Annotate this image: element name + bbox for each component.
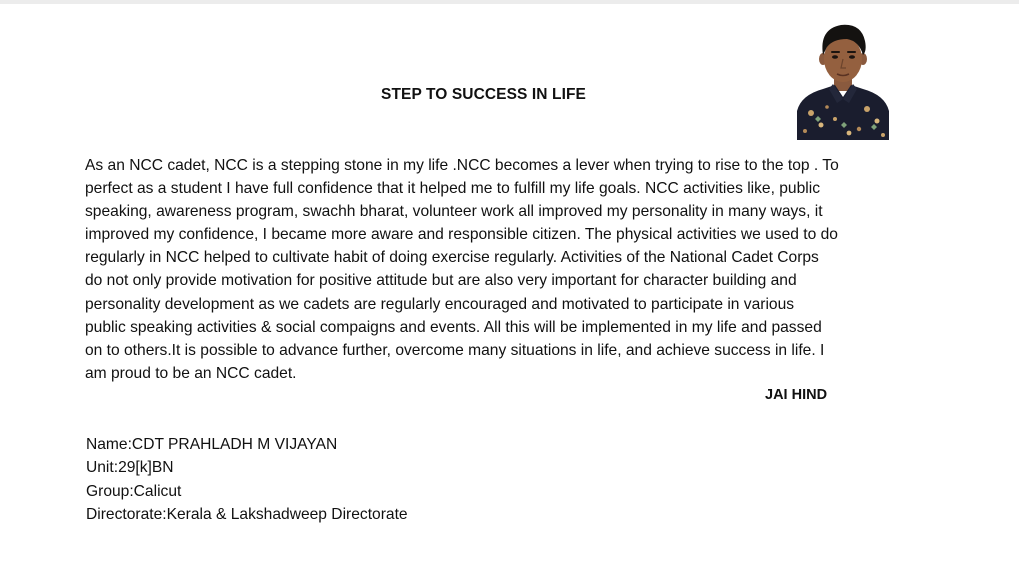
cadet-photo xyxy=(797,21,889,140)
body-line: improved my confidence, I became more aware and responsible citizen. The physical activities we used to do xyxy=(85,226,838,244)
body-line: perfect as a student I have full confidence that it helped me to fulfill my life goals. NCC activities like, public xyxy=(85,180,821,198)
top-border-strip xyxy=(0,0,1019,4)
body-line: As an NCC cadet, NCC is a stepping stone in my life .NCC becomes a lever when trying to rise to the top . To xyxy=(85,157,839,174)
cadet-details xyxy=(86,433,408,527)
body-line: on to others.It is possible to advance further, overcome many situations in life, and achieve success in life. I xyxy=(85,341,825,359)
page-title: STEP TO SUCCESS IN LIFE xyxy=(381,86,586,103)
closing-salutation: JAI HIND xyxy=(765,387,828,403)
body-paragraph xyxy=(85,154,965,385)
cadet-directorate: Directorate:Kerala & Lakshadweep Directorate xyxy=(86,506,408,524)
cadet-name: Name:CDT PRAHLADH M VIJAYAN xyxy=(86,436,338,453)
body-line: regularly in NCC helped to cultivate habit of doing exercise regularly. Activities of the National Cadet Corps xyxy=(85,249,819,267)
body-line: speaking, awareness program, swachh bharat, volunteer work all improved my personality in many ways, it xyxy=(85,203,823,221)
body-line: do not only provide motivation for positive attitude but are also very important for character building and xyxy=(85,272,797,290)
cadet-group: Group:Calicut xyxy=(86,482,182,500)
body-line: am proud to be an NCC cadet. xyxy=(85,364,297,382)
body-line: personality development as we cadets are regularly encouraged and motivated to participate in various xyxy=(85,295,795,313)
cadet-unit: Unit:29[k]BN xyxy=(86,459,174,477)
body-line: public speaking activities & social compaigns and events. All this will be implemented in my life and passed xyxy=(85,318,822,336)
